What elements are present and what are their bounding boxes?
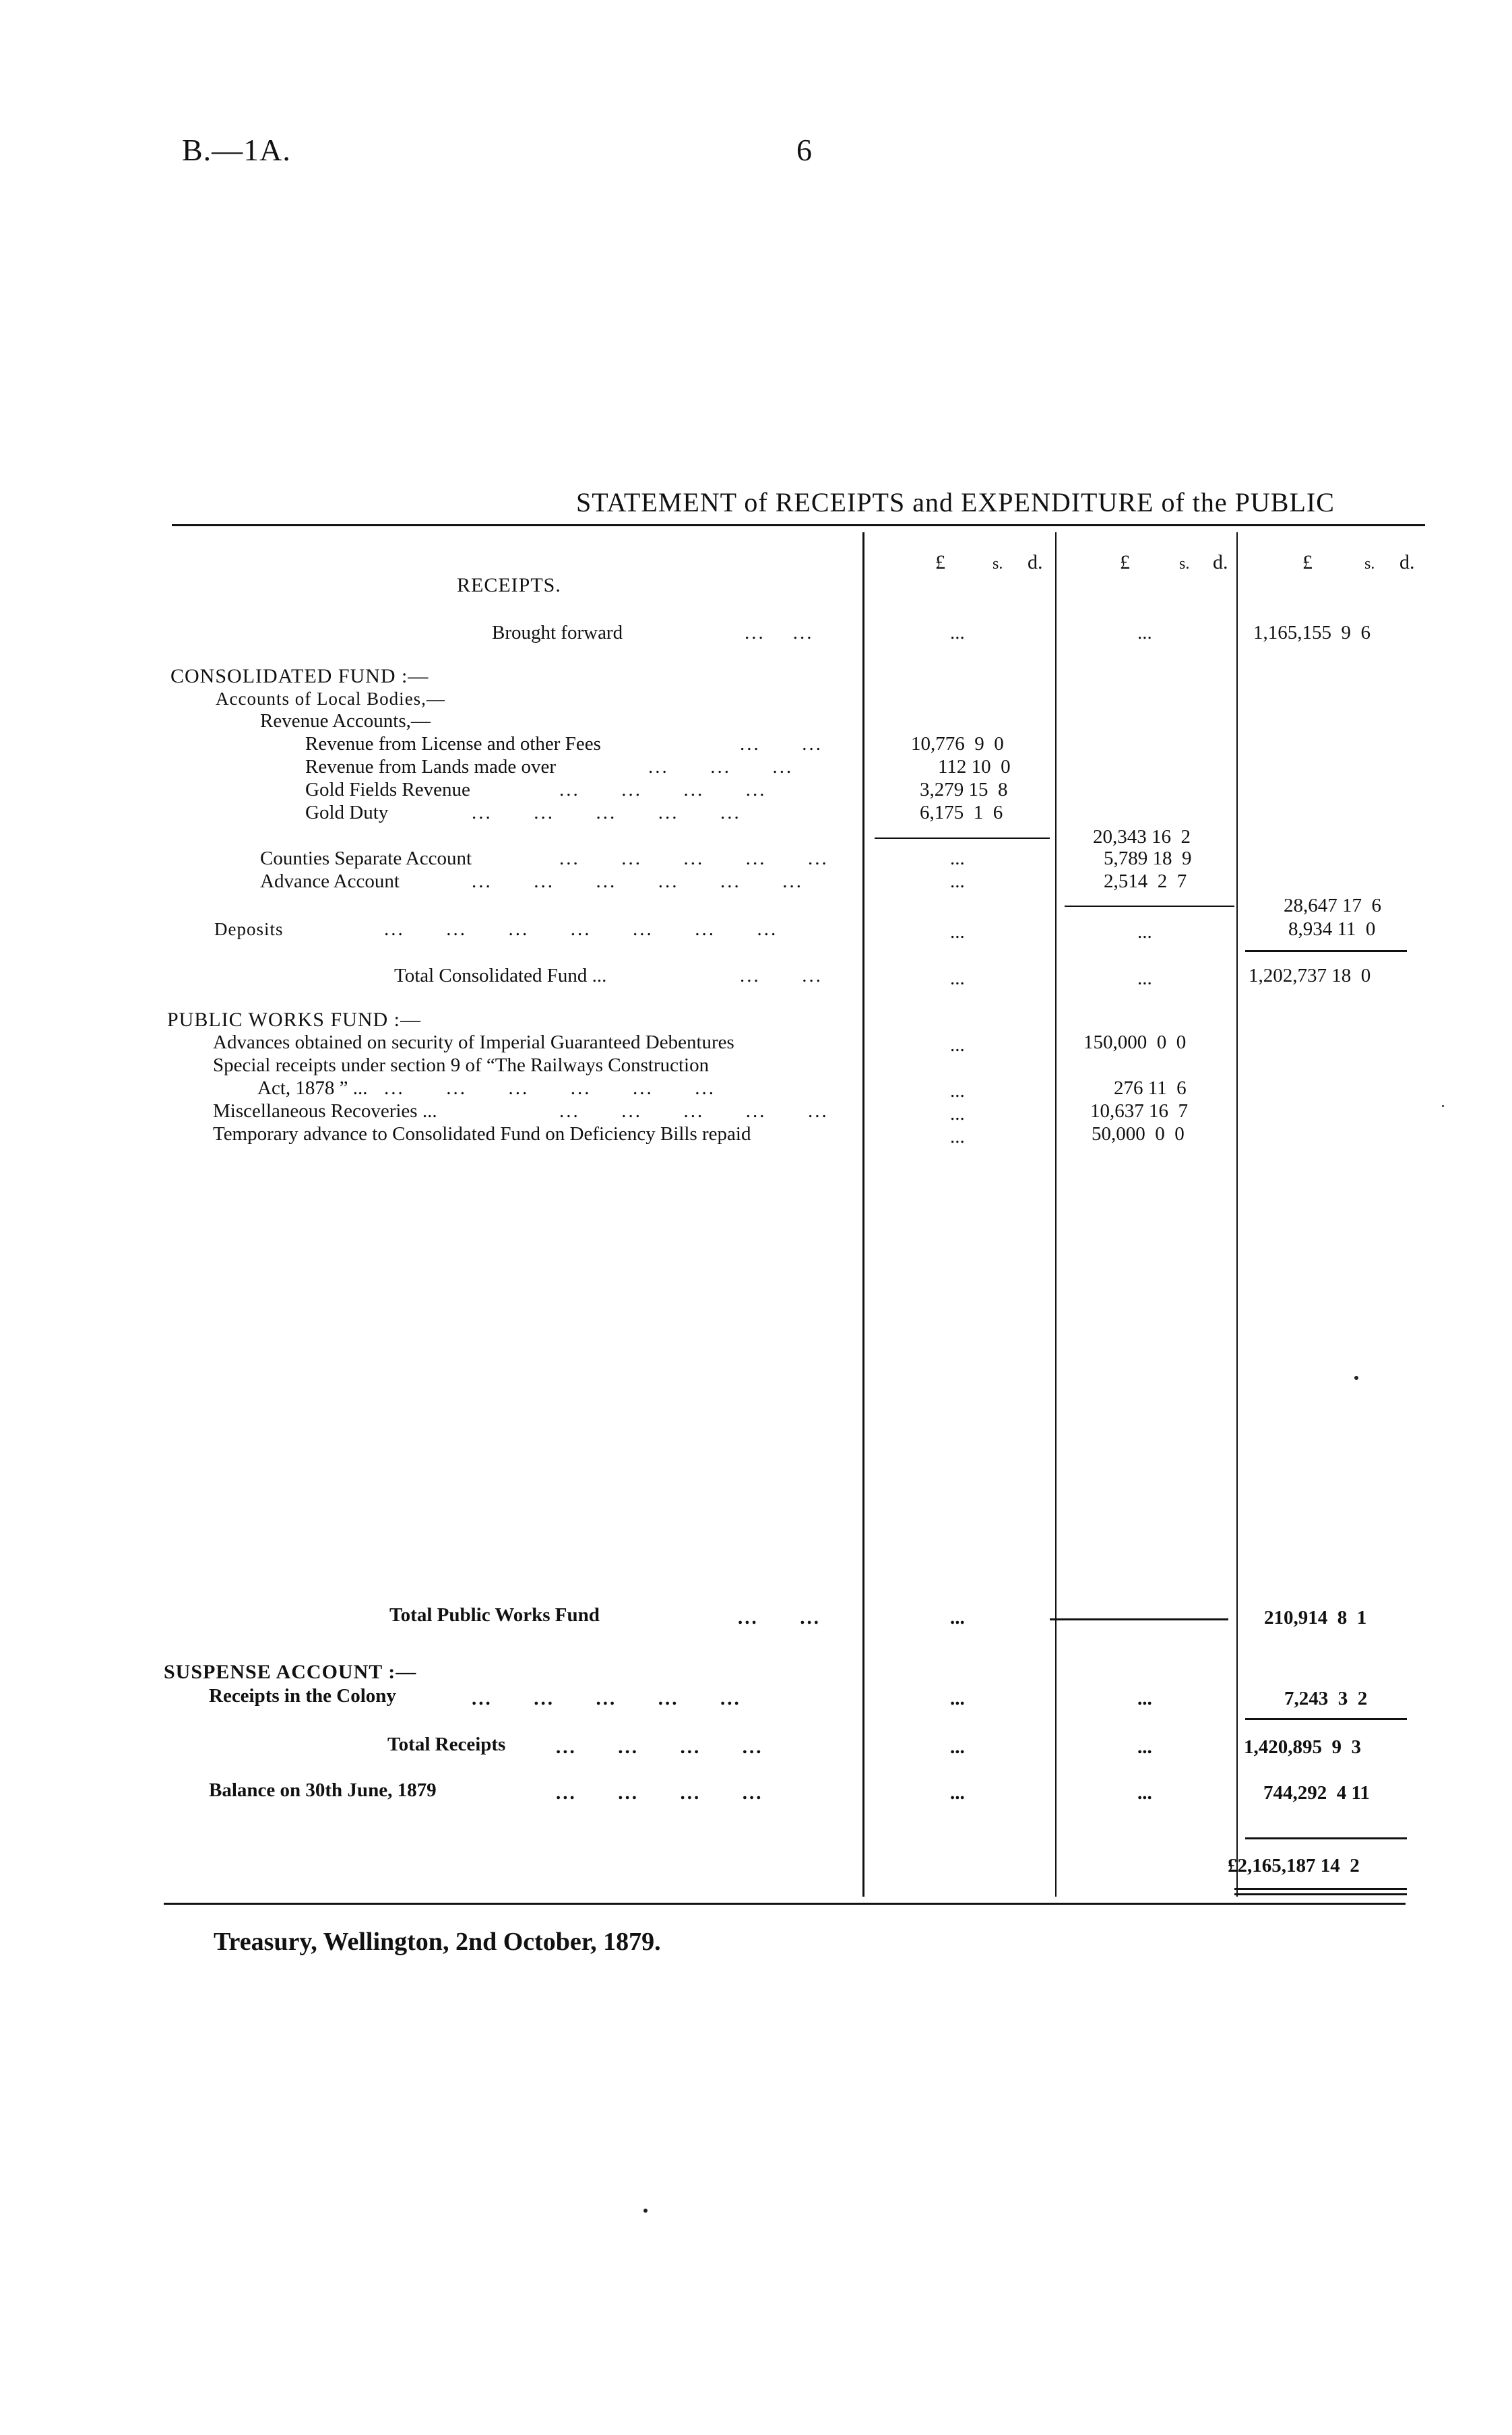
revenue-accounts-heading: Revenue Accounts,— [260, 710, 431, 732]
total-public-works-col1: ... [950, 1607, 965, 1628]
grand-total-amount: £2,165,187 14 2 [1228, 1855, 1360, 1876]
top-rule [172, 524, 1425, 526]
col2-pence-header: d. [1213, 551, 1228, 573]
col3-pound-header: £ [1302, 551, 1313, 573]
revenue-item-label: Gold Fields Revenue [305, 779, 470, 800]
public-works-item-col1: ... [950, 1080, 965, 1102]
advance-account-dots: ... ... ... ... ... ... [472, 871, 803, 892]
consolidated-total-rule [1245, 950, 1407, 952]
document-reference: B.—1A. [182, 133, 291, 167]
public-works-heading: PUBLIC WORKS FUND :— [167, 1009, 421, 1031]
revenue-item-label: Revenue from Lands made over [305, 756, 557, 778]
local-bodies-rule [1065, 906, 1234, 907]
col1-pound-header: £ [935, 551, 945, 573]
public-works-item-col1: ... [950, 1034, 965, 1056]
counties-account-col1: ... [950, 848, 965, 869]
public-works-total-rule [1050, 1618, 1228, 1620]
total-receipts-label: Total Receipts [387, 1734, 506, 1755]
revenue-item-amount: 10,776 9 0 [911, 733, 1004, 755]
deposits-label: Deposits [214, 919, 284, 939]
total-public-works-label: Total Public Works Fund [389, 1604, 600, 1626]
total-receipts-col2: ... [1137, 1736, 1152, 1758]
balance-amount: 744,292 4 11 [1263, 1782, 1370, 1804]
total-consolidated-col1: ... [950, 968, 965, 989]
brought-forward-label: Brought forward [492, 622, 623, 643]
suspense-receipts-dots: ... ... ... ... ... [472, 1688, 741, 1709]
grand-total-top-rule [1245, 1837, 1407, 1839]
revenue-item-amount: 6,175 1 6 [920, 802, 1003, 823]
revenue-item-dots: ... ... ... [648, 756, 794, 778]
revenue-item-amount: 112 10 0 [938, 756, 1011, 778]
total-consolidated-amount: 1,202,737 18 0 [1249, 965, 1371, 986]
balance-dots: ... ... ... ... [556, 1782, 763, 1804]
brought-forward-col1: ... [950, 622, 965, 643]
total-receipts-col1: ... [950, 1736, 965, 1758]
advance-account-amount: 2,514 2 7 [1104, 871, 1187, 892]
treasury-footer: Treasury, Wellington, 2nd October, 1879. [214, 1928, 661, 1956]
revenue-subtotal: 20,343 16 2 [1093, 826, 1191, 848]
deposits-dots: ... ... ... ... ... ... ... [384, 918, 778, 940]
col3-shilling-header: s. [1364, 555, 1375, 573]
suspense-receipts-col1: ... [950, 1688, 965, 1709]
public-works-item-label: Temporary advance to Consolidated Fund on Deficiency Bills repaid [213, 1123, 751, 1145]
public-works-item-amount: 50,000 0 0 [1092, 1123, 1185, 1145]
statement-title: STATEMENT of RECEIPTS and EXPENDITURE of the PUBLIC [576, 487, 1335, 517]
receipts-heading: RECEIPTS. [457, 574, 561, 596]
revenue-item-label: Revenue from License and other Fees [305, 733, 601, 755]
public-works-item-amount: 276 11 6 [1114, 1077, 1187, 1099]
revenue-item-label: Gold Duty [305, 802, 389, 823]
col3-pence-header: d. [1399, 551, 1415, 573]
col1-pence-header: d. [1028, 551, 1043, 573]
print-speck [1354, 1376, 1358, 1380]
public-works-item-dots: ... ... ... ... ... ... [384, 1077, 716, 1099]
suspense-receipts-col2: ... [1137, 1688, 1152, 1709]
total-receipts-rule [1245, 1718, 1407, 1720]
revenue-item-amount: 3,279 15 8 [920, 779, 1008, 800]
deposits-col2: ... [1137, 921, 1152, 943]
public-works-item-col1: ... [950, 1103, 965, 1125]
advance-account-col1: ... [950, 871, 965, 892]
deposits-total: 8,934 11 0 [1288, 918, 1376, 940]
balance-col1: ... [950, 1782, 965, 1804]
total-public-works-amount: 210,914 8 1 [1264, 1607, 1367, 1628]
revenue-item-dots: ... ... [740, 733, 823, 755]
suspense-receipts-amount: 7,243 3 2 [1284, 1688, 1368, 1709]
counties-account-label: Counties Separate Account [260, 848, 472, 869]
public-works-item-label-continued: Act, 1878 ” ... [257, 1077, 368, 1099]
suspense-account-heading: SUSPENSE ACCOUNT :— [164, 1661, 417, 1683]
brought-forward-col2: ... [1137, 622, 1152, 643]
public-works-item-amount: 150,000 0 0 [1083, 1032, 1187, 1053]
public-works-item-amount: 10,637 16 7 [1090, 1100, 1188, 1122]
column-divider-3 [1236, 532, 1238, 1897]
public-works-item-label: Miscellaneous Recoveries ... [213, 1100, 437, 1122]
public-works-item-label: Special receipts under section 9 of “The Railways Construction [213, 1054, 710, 1076]
brought-forward-dots: ... ... [745, 622, 814, 643]
counties-account-dots: ... ... ... ... ... [559, 848, 829, 869]
balance-label: Balance on 30th June, 1879 [209, 1779, 437, 1801]
total-consolidated-col2: ... [1137, 968, 1152, 989]
public-works-item-dots: ... ... ... ... ... [559, 1100, 829, 1122]
revenue-item-dots: ... ... ... ... [559, 779, 767, 800]
deposits-col1: ... [950, 921, 965, 943]
local-bodies-heading: Accounts of Local Bodies,— [216, 689, 445, 709]
grand-total-double-rule-1 [1234, 1888, 1407, 1890]
brought-forward-total: 1,165,155 9 6 [1253, 622, 1371, 643]
print-speck [1442, 1105, 1444, 1107]
public-works-item-label: Advances obtained on security of Imperial Guaranteed Debentures [213, 1032, 734, 1053]
col1-shilling-header: s. [993, 555, 1003, 573]
counties-account-amount: 5,789 18 9 [1104, 848, 1192, 869]
total-public-works-dots: ... ... [738, 1607, 821, 1628]
public-works-item-col1: ... [950, 1126, 965, 1147]
total-receipts-dots: ... ... ... ... [556, 1736, 763, 1758]
revenue-subtotal-rule [875, 837, 1050, 839]
advance-account-label: Advance Account [260, 871, 400, 892]
balance-col2: ... [1137, 1782, 1152, 1804]
page-number: 6 [796, 133, 812, 167]
column-divider-2 [1055, 532, 1057, 1897]
print-speck [643, 2209, 648, 2213]
local-bodies-total: 28,647 17 6 [1284, 895, 1381, 916]
bottom-rule [164, 1903, 1406, 1905]
total-consolidated-dots: ... ... [740, 965, 823, 986]
column-divider-1 [862, 532, 864, 1897]
consolidated-fund-heading: CONSOLIDATED FUND :— [170, 665, 429, 687]
total-receipts-amount: 1,420,895 9 3 [1244, 1736, 1361, 1758]
col2-shilling-header: s. [1179, 555, 1190, 573]
col2-pound-header: £ [1120, 551, 1130, 573]
revenue-item-dots: ... ... ... ... ... [472, 802, 741, 823]
suspense-receipts-label: Receipts in the Colony [209, 1685, 396, 1707]
grand-total-double-rule-2 [1234, 1893, 1407, 1895]
total-consolidated-label: Total Consolidated Fund ... [394, 965, 607, 986]
